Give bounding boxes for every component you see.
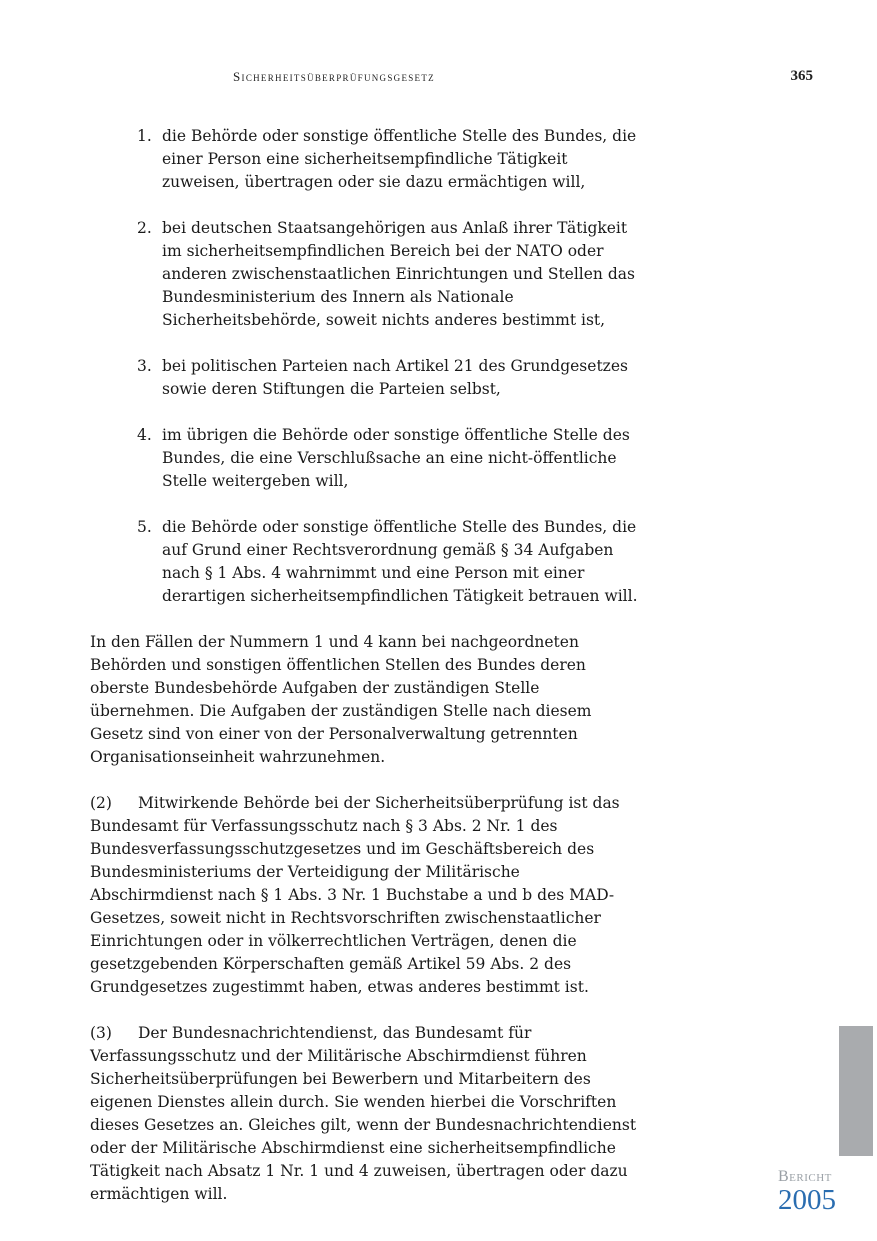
list-item: [90, 424, 642, 493]
paragraph-number: (2): [90, 794, 112, 812]
paragraph-text: Der Bundesnachrichtendienst, das Bundesamt für Verfassungsschutz und der Militärische Abschirmdienst führen Sicherheitsüberprüfungen bei Bewerbern und Mitarbeitern des eigenen Dienstes allein durch. Sie wenden hierbei die Vorschriften dieses Gesetzes an. Gleiches gilt, wenn der Bundesnachrichtendienst oder der Militärische Abschirmdienst eine sicherheitsempfindliche Tätigkeit nach Absatz 1 Nr. 1 und 4 zuweisen, übertragen oder dazu ermächtigen will.: [90, 1024, 637, 1203]
list-item-text: bei politischen Parteien nach Artikel 21 des Grundgesetzes sowie deren Stiftungen die Parteien selbst,: [162, 357, 628, 398]
paragraph-2: [90, 792, 642, 999]
list-item: [90, 125, 642, 194]
list-item-text: die Behörde oder sonstige öffentliche Stelle des Bundes, die einer Person eine sicherheitsempfindliche Tätigkeit zuweisen, übertragen oder sie dazu ermächtigen will,: [162, 127, 637, 191]
list-item-number: 3.: [137, 357, 152, 375]
logo-year: 2005: [778, 1184, 836, 1216]
list-item-number: 1.: [137, 127, 152, 145]
page-number: 365: [790, 68, 813, 84]
bericht-2005-logo: [778, 1168, 848, 1214]
list-item: [90, 217, 642, 332]
logo-word: Bericht: [778, 1168, 832, 1185]
side-tab-marker: [839, 1026, 873, 1156]
paragraph-intro: In den Fällen der Nummern 1 und 4 kann bei nachgeordneten Behörden und sonstigen öffentlichen Stellen des Bundes deren oberste Bundesbehörde Aufgaben der zuständigen Stelle übernehmen. Die Aufgaben der zuständigen Stelle nach diesem Gesetz sind von einer von der Personalverwaltung getrennten Organisationseinheit wahrzunehmen.: [90, 633, 592, 766]
list-item: [90, 516, 642, 608]
list-item-text: im übrigen die Behörde oder sonstige öffentliche Stelle des Bundes, die eine Verschlußsache an eine nicht-öffentliche Stelle weitergeben will,: [162, 426, 630, 490]
paragraph-text: Mitwirkende Behörde bei der Sicherheitsüberprüfung ist das Bundesamt für Verfassungsschutz nach § 3 Abs. 2 Nr. 1 des Bundesverfassungsschutzgesetzes und im Geschäftsbereich des Bundesministeriums der Verteidigung der Militärische Abschirmdienst nach § 1 Abs. 3 Nr. 1 Buchstabe a und b des MAD-Gesetzes, soweit nicht in Rechtsvorschriften zwischenstaatlicher Einrichtungen oder in völkerrechtlichen Verträgen, denen die gesetzgebenden Körperschaften gemäß Artikel 59 Abs. 2 des Grundgesetzes zugestimmt haben, etwas anderes bestimmt ist.: [90, 794, 620, 996]
running-header-title: Sicherheitsüberprüfungsgesetz: [233, 69, 435, 84]
paragraph-3: [90, 1022, 642, 1206]
list-item-number: 2.: [137, 219, 152, 237]
list-item-text: die Behörde oder sonstige öffentliche Stelle des Bundes, die auf Grund einer Rechtsverordnung gemäß § 34 Aufgaben nach § 1 Abs. 4 wahrnimmt und eine Person mit einer derartigen sicherheitsempfindlichen Tätigkeit betrauen will.: [162, 518, 638, 605]
list-item-number: 5.: [137, 518, 152, 536]
list-item-number: 4.: [137, 426, 152, 444]
paragraph-number: (3): [90, 1024, 112, 1042]
document-body: [90, 125, 642, 1229]
list-item: [90, 355, 642, 401]
list-item-text: bei deutschen Staatsangehörigen aus Anlaß ihrer Tätigkeit im sicherheitsempfindlichen Bereich bei der NATO oder anderen zwischenstaatlichen Einrichtungen und Stellen das Bundesministerium des Innern als Nationale Sicherheitsbehörde, soweit nichts anderes bestimmt ist,: [162, 219, 635, 329]
numbered-list: [90, 125, 642, 608]
